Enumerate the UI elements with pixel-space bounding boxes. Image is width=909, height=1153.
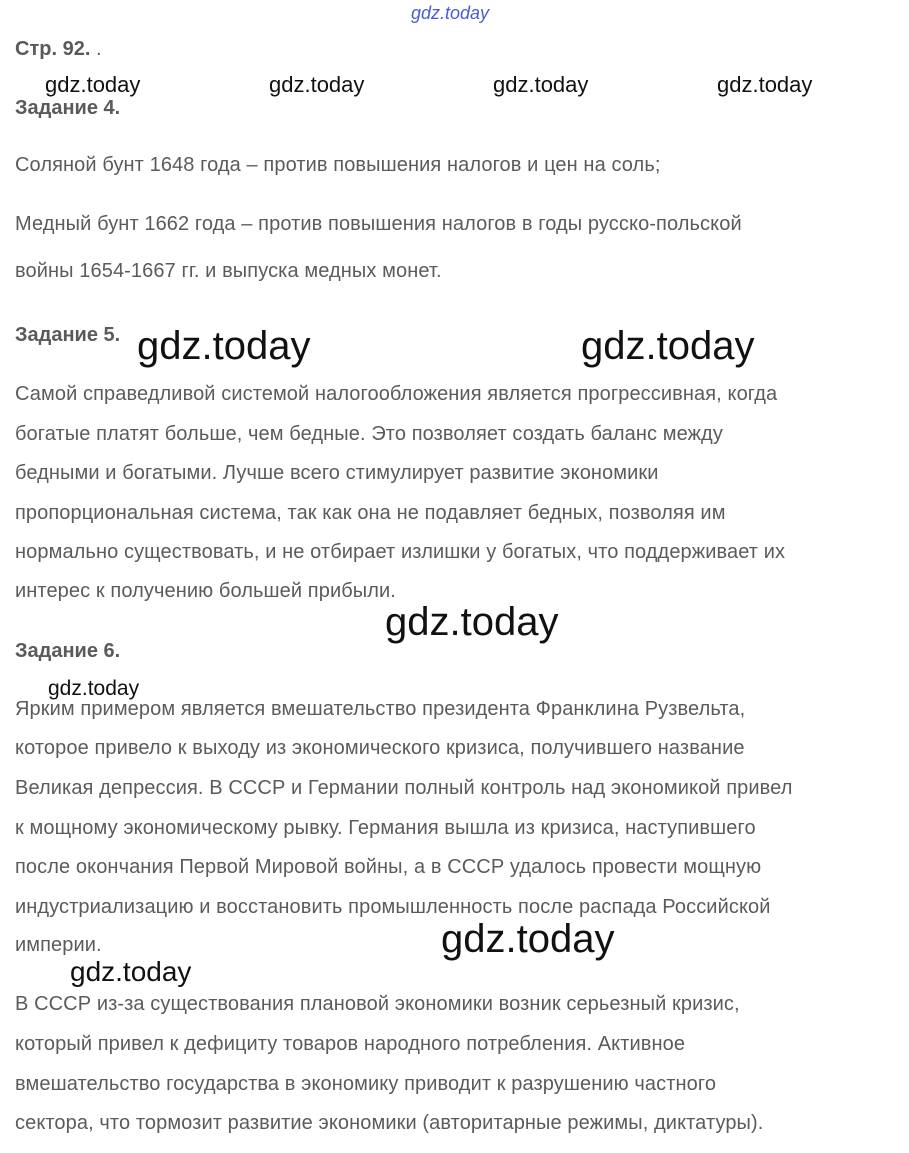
- watermark-top: gdz.today: [411, 3, 490, 23]
- task-6-line-5: после окончания Первой Мировой войны, а в СССР удалось провести мощную: [15, 856, 762, 878]
- task-6-line-2: которое привело к выходу из экономического кризиса, получившего название: [15, 737, 745, 759]
- task-4-line-3: войны 1654-1667 гг. и выпуска медных монет.: [15, 260, 442, 282]
- task-6-line-8: В СССР из-за существования плановой экономики возник серьезный кризис,: [15, 993, 740, 1015]
- task-6-line-10: вмешательство государства в экономику приводит к разрушению частного: [15, 1073, 717, 1095]
- watermark-small-5: gdz.today: [48, 677, 140, 700]
- watermark-row-2: gdz.today: [269, 72, 365, 97]
- watermark-row-3: gdz.today: [493, 72, 589, 97]
- task-5-line-2: богатые платят больше, чем бедные. Это позволяет создать баланс между: [15, 423, 723, 445]
- watermark-medium-6: gdz.today: [70, 956, 192, 987]
- task-5-line-3: бедными и богатыми. Лучше всего стимулирует развитие экономики: [15, 462, 659, 484]
- watermark-large-1: gdz.today: [137, 324, 311, 368]
- task-5-heading: Задание 5.: [15, 324, 121, 346]
- task-6-line-6: индустриализацию и восстановить промышленность после распада Российской: [15, 896, 771, 918]
- task-5-line-4: пропорциональная система, так как она не подавляет бедных, позволяя им: [15, 502, 726, 524]
- page-label: [15, 38, 102, 61]
- watermark-large-4: gdz.today: [441, 917, 615, 961]
- task-6-heading: Задание 6.: [15, 640, 121, 662]
- task-5-line-1: Самой справедливой системой налогообложения является прогрессивная, когда: [15, 383, 778, 405]
- page-label-dot: .: [95, 38, 102, 60]
- watermark-large-2: gdz.today: [581, 324, 755, 368]
- task-5-line-6: интерес к получению большей прибыли.: [15, 580, 396, 602]
- task-4-heading: Задание 4.: [15, 97, 121, 119]
- task-5-line-5: нормально существовать, и не отбирает излишки у богатых, что поддерживает их: [15, 541, 786, 563]
- task-6-line-4: к мощному экономическому рывку. Германия вышла из кризиса, наступившего: [15, 817, 756, 839]
- task-6-line-7: империи.: [15, 934, 102, 956]
- task-6-line-9: который привел к дефициту товаров народного потребления. Активное: [15, 1033, 686, 1055]
- page-label-text: Стр. 92.: [15, 38, 91, 60]
- task-6-line-3: Великая депрессия. В СССР и Германии полный контроль над экономикой привел: [15, 777, 793, 799]
- watermark-large-3: gdz.today: [385, 600, 559, 644]
- task-6-line-11: сектора, что тормозит развитие экономики (авторитарные режимы, диктатуры).: [15, 1112, 764, 1134]
- watermark-row-1: gdz.today: [45, 72, 141, 97]
- task-6-line-1: Ярким примером является вмешательство президента Франклина Рузвельта,: [15, 698, 746, 720]
- task-4-line-1: Соляной бунт 1648 года – против повышения налогов и цен на соль;: [15, 154, 661, 176]
- watermark-row-4: gdz.today: [717, 72, 813, 97]
- task-4-line-2: Медный бунт 1662 года – против повышения налогов в годы русско-польской: [15, 213, 742, 235]
